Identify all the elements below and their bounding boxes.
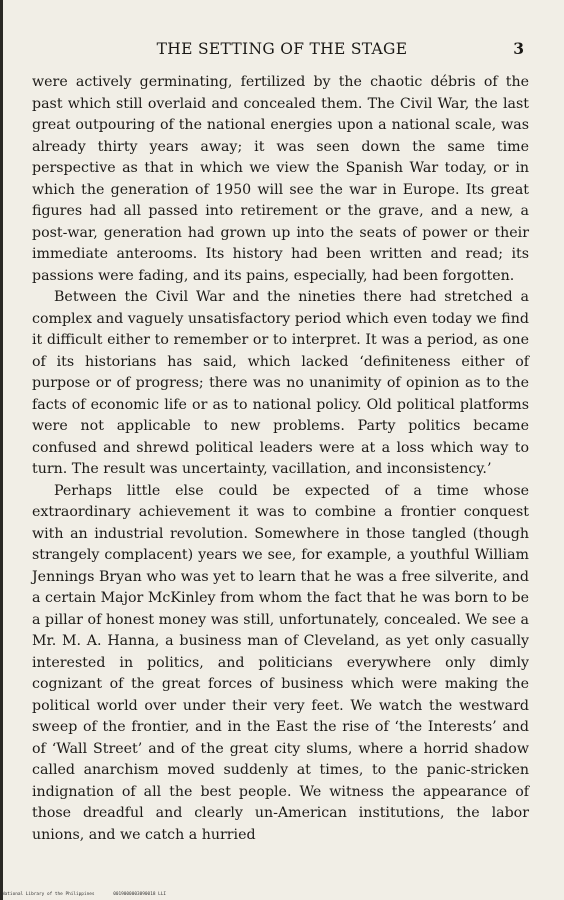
paragraph-continued: were actively germinating, fertilized by the chaotic débris of the past which still overlaid and concealed them. The Civil War, the last great outpouring of the national energies upon a national scale, was already thirty years away; it was seen down the same time perspective as that in which we view the Spanish War today, or in which the generation of 1950 will see the war in Europe. Its great figures had all passed into retirement or the grave, and a new, a post-war, generation had grown up into the seats of power or their immediate anterooms. Its history had been written and read; its passions were fading, and its pains, especially, had been forgotten. bbox=[32, 74, 529, 284]
library-credit: National Library of the Philippines bbox=[2, 892, 95, 897]
paragraph-frontier-industrial: Perhaps little else could be expected of a time whose extraordinary achievement it was to combine a frontier conquest with an industrial revolution. Somewhere in those tangled (though strangely complacent) years we see, for example, a youthful William Jennings Bryan who was yet to learn that he was a free silverite, and a certain Major McKinley from whom the fact that he was born to be a pillar of honest money was still, unfortunately, concealed. We see a Mr. M. A. Hanna, a business man of Cleveland, as yet only casually interested in politics, and politicians everywhere only dimly cognizant of the great forces of business which were making the political world over under their very feet. We watch the westward sweep of the frontier, and in the East the rise of ‘the Interests’ and of ‘Wall Street’ and of the great city slums, where a horrid shadow called anarchism moved suddenly at times, to the panic-stricken indignation of all the best people. We witness the appearance of those dreadful and clearly un-American institutions, the labor unions, and we catch a hurried bbox=[32, 482, 529, 843]
running-head bbox=[40, 37, 524, 61]
running-title: THE SETTING OF THE STAGE bbox=[156, 40, 408, 58]
page-edge-shadow bbox=[0, 0, 3, 900]
scan-footer bbox=[2, 892, 166, 897]
page-number: 3 bbox=[513, 39, 524, 58]
body-text bbox=[32, 72, 529, 846]
scan-code: 0019000003090018 LLI bbox=[113, 892, 167, 897]
paragraph-civil-war-period: Between the Civil War and the nineties there had stretched a complex and vaguely unsatisfactory period which even today we find it difficult either to remember or to interpret. It was a period, as one of its historians has said, which lacked ‘definiteness either of purpose or of progress; there was no unanimity of opinion as to the facts of economic life or as to national policy. Old political platforms were not applicable to new problems. Party politics became confused and shrewd political leaders were at a loss which way to turn. The result was uncertainty, vacillation, and inconsistency.’ bbox=[32, 289, 529, 477]
